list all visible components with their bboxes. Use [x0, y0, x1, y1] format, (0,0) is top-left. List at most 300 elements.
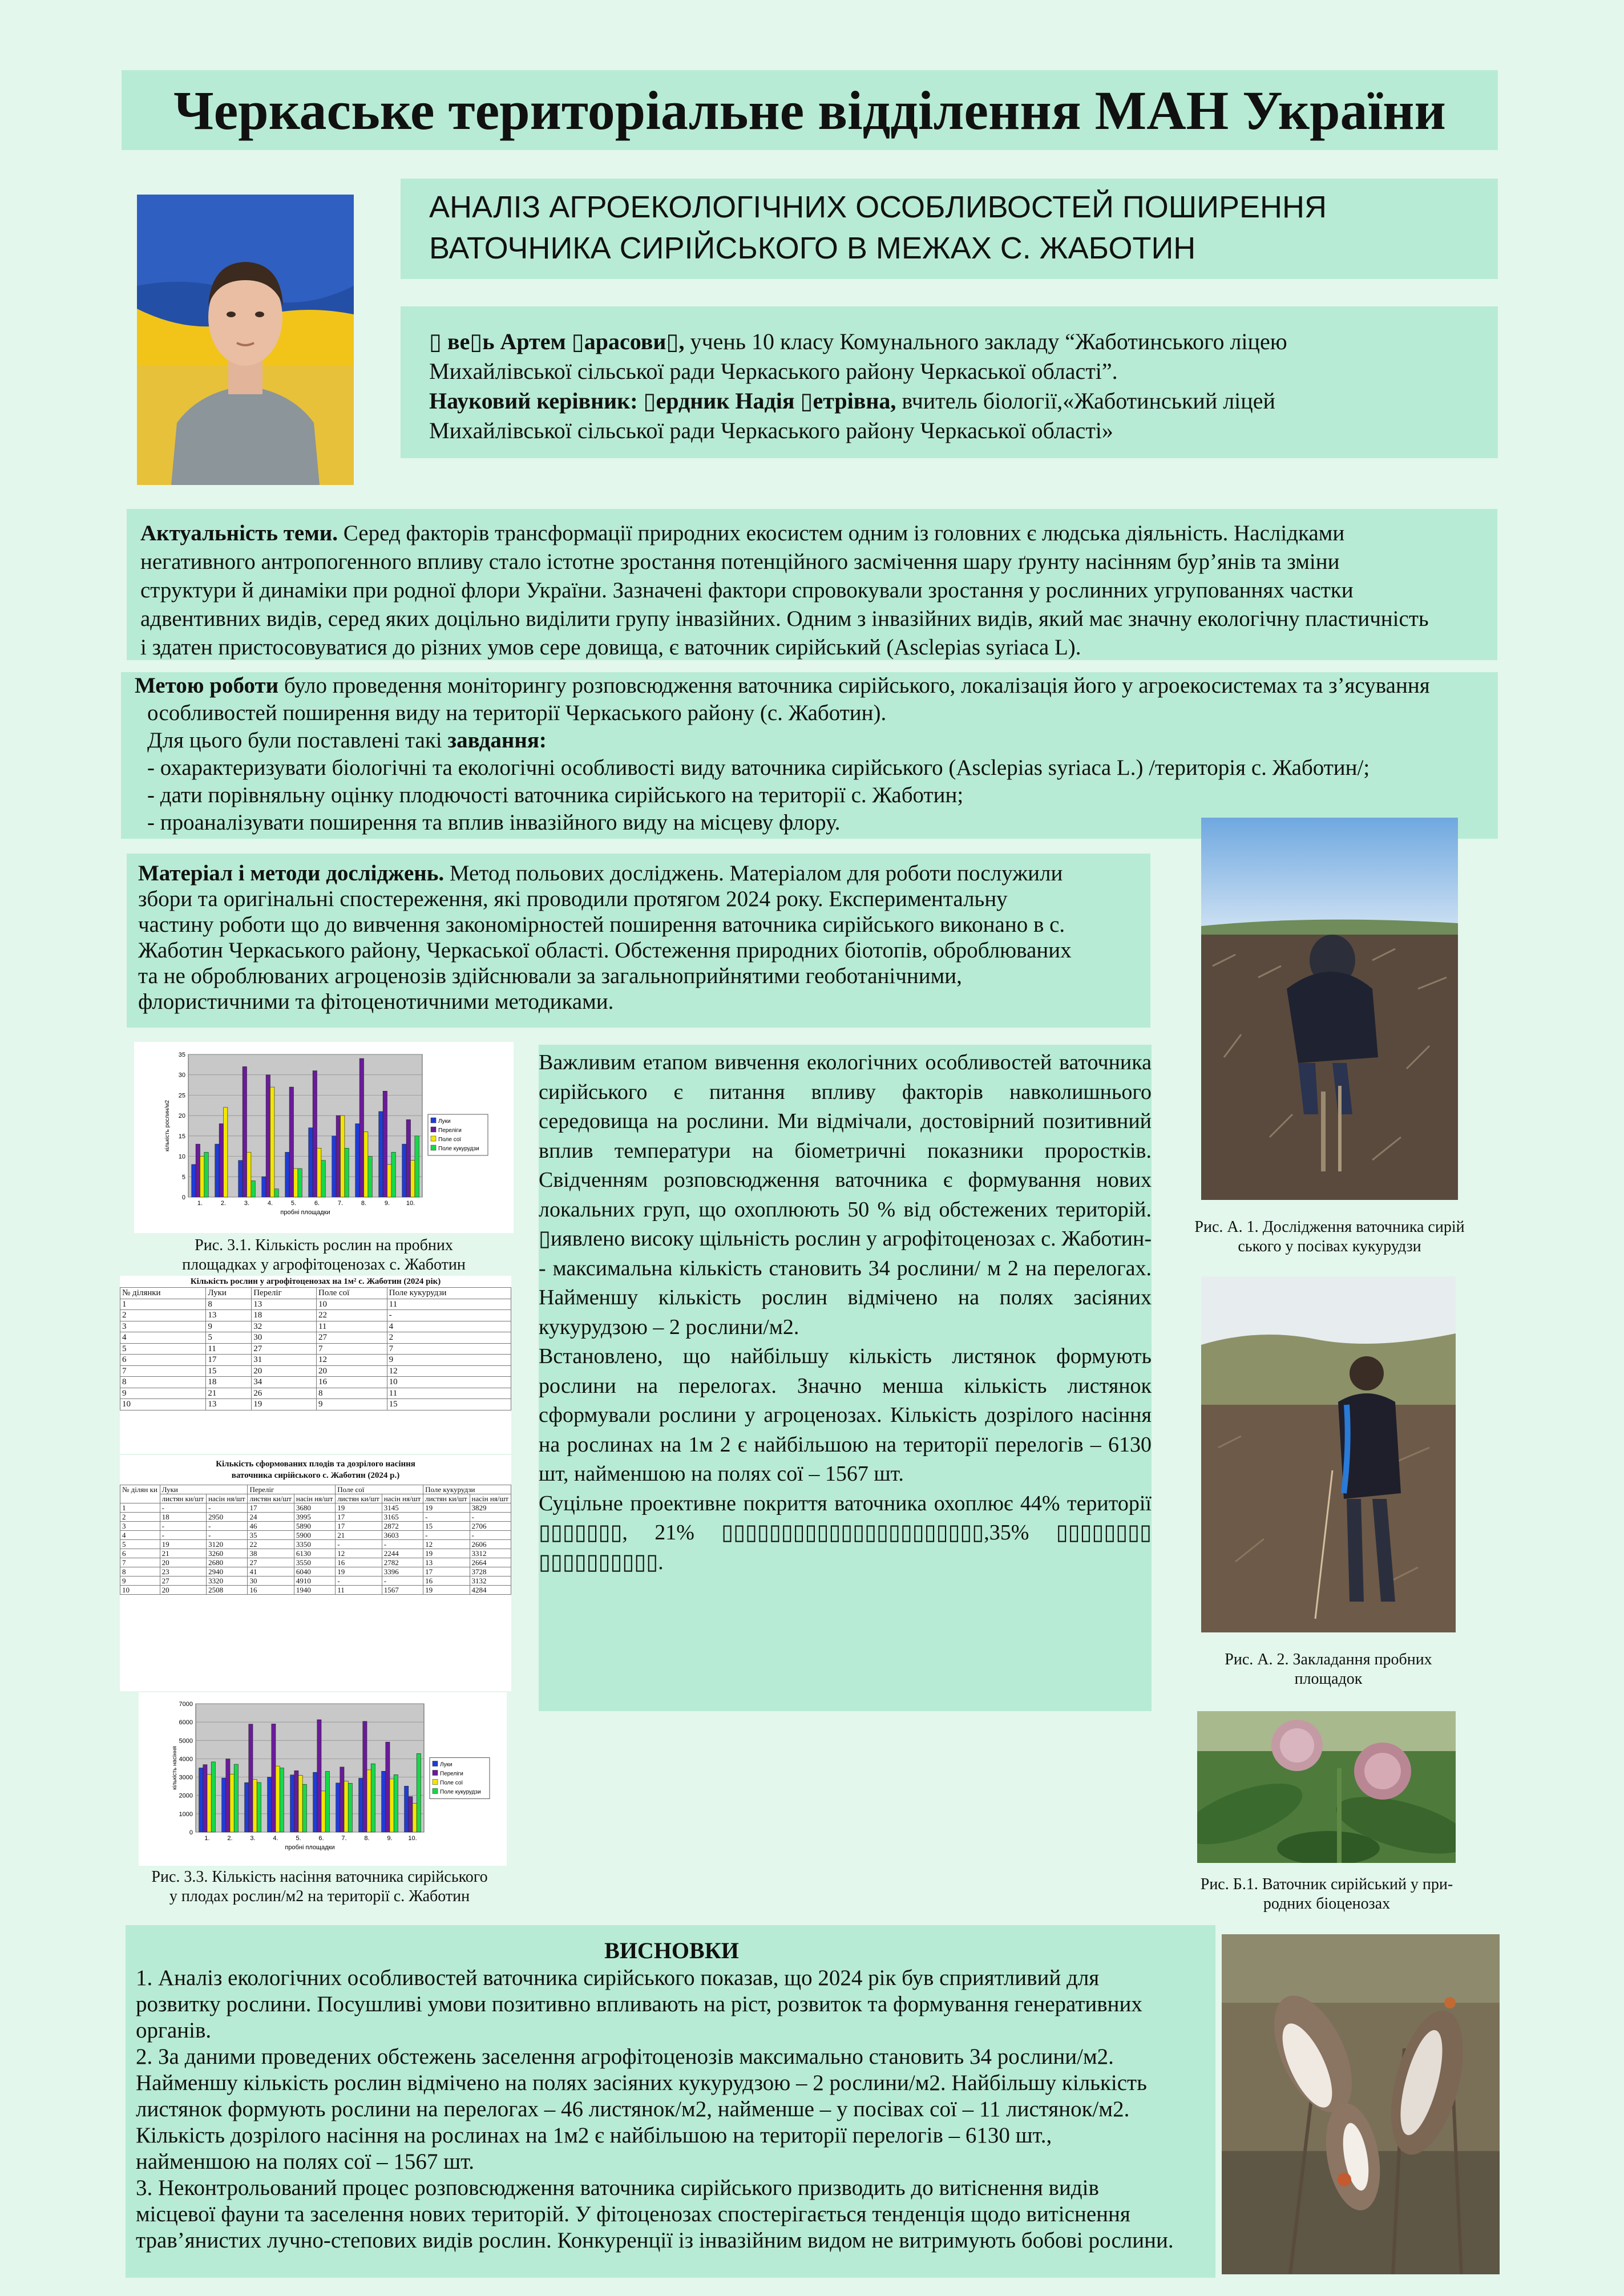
table-cell: 1 — [120, 1299, 206, 1310]
table-cell: 2606 — [470, 1540, 511, 1549]
table-row — [120, 1558, 511, 1567]
table-cell: 22 — [248, 1540, 294, 1549]
bar — [302, 1784, 306, 1832]
table-cell: - — [470, 1531, 511, 1540]
bar — [332, 1136, 336, 1197]
task-item: - проаналізувати поширення та вплив інвазійного виду на місцеву флору. — [147, 810, 841, 835]
legend-label: Поле сої — [440, 1780, 463, 1786]
x-tick-label: 10. — [408, 1835, 417, 1842]
bar — [317, 1148, 321, 1197]
table-cell: 9 — [316, 1399, 387, 1410]
table-cell: 5 — [120, 1343, 206, 1355]
table-subheader-cell: листян ки/шт — [160, 1494, 206, 1503]
table-cell: - — [387, 1310, 511, 1321]
bar — [417, 1753, 421, 1832]
legend-swatch — [431, 1127, 436, 1132]
caption-line: Рис. 3.3. Кількість насіння ваточника сирійського — [151, 1868, 488, 1886]
bar — [390, 1779, 394, 1832]
y-tick-label: 2000 — [179, 1792, 193, 1800]
table-subheader-cell: насін ня/шт — [294, 1494, 335, 1503]
relevance-line: структури й динаміки при родної флори України. Зазначені фактори спровокували зростання у рослинних угрупованнях частки — [140, 578, 1354, 603]
title-banner — [122, 70, 1498, 150]
table-row — [120, 1577, 511, 1586]
table-cell: 27 — [160, 1577, 206, 1586]
table-cell: 4 — [120, 1332, 206, 1344]
x-tick-label: 5. — [296, 1835, 301, 1842]
photo-field-corn — [1201, 818, 1458, 1200]
table-cell: 3 — [120, 1321, 206, 1332]
materials-line: Метод польових досліджень. Матеріалом для роботи послужили — [444, 861, 1063, 886]
bar — [199, 1768, 203, 1833]
table-cell: 19 — [423, 1549, 470, 1558]
table-cell: - — [336, 1577, 382, 1586]
table-cell: 16 — [316, 1377, 387, 1388]
table-cell: 3995 — [294, 1513, 335, 1522]
table1 — [120, 1287, 511, 1410]
y-axis-label: кількість насіння — [172, 1746, 178, 1790]
conclusion-line: Кількість дозрілого насіння на рослинах на 1м2 є найбільшою на території перелогів – 6130 шт., — [136, 2123, 1052, 2148]
y-tick-label: 10 — [178, 1153, 185, 1161]
bar — [289, 1087, 293, 1197]
conclusion-line: найменшою на полях сої – 1567 шт. — [136, 2149, 475, 2174]
legend-swatch — [433, 1761, 438, 1767]
bar — [382, 1771, 386, 1832]
legend-label: Луки — [440, 1761, 453, 1768]
table-cell: 35 — [248, 1531, 294, 1540]
bar — [219, 1123, 223, 1197]
table-cell: 27 — [316, 1332, 387, 1344]
x-tick-label: 2. — [227, 1835, 233, 1842]
bar — [268, 1777, 272, 1832]
y-tick-label: 1000 — [179, 1810, 193, 1818]
legend-swatch — [433, 1770, 438, 1776]
caption-line: Рис. А. 2. Закладання пробних — [1225, 1651, 1432, 1668]
table-cell: - — [160, 1531, 206, 1540]
table-subheader-cell: листян ки/шт — [248, 1494, 294, 1503]
y-tick-label: 5 — [181, 1174, 185, 1181]
conclusion-line: розвитку рослини. Посушливі умови позитивно впливають на ріст, розвиток та формування генеративних — [136, 1992, 1142, 2016]
table-header-cell: № ділян ки — [120, 1485, 160, 1503]
table-cell: 5 — [206, 1332, 252, 1344]
bar — [313, 1071, 317, 1197]
table-cell: 18 — [206, 1377, 252, 1388]
table-header-row — [120, 1485, 511, 1494]
table-subheader-cell: листян ки/шт — [336, 1494, 382, 1503]
table-cell: 22 — [316, 1310, 387, 1321]
table-subheader-row — [120, 1494, 511, 1503]
table-header-cell: № ділянки — [120, 1288, 206, 1299]
chart-svg — [134, 1042, 514, 1233]
table-cell: 1940 — [294, 1586, 335, 1595]
y-tick-label: 35 — [178, 1052, 185, 1058]
bar — [309, 1128, 313, 1197]
bar — [379, 1111, 383, 1197]
x-tick-label: 6. — [314, 1200, 320, 1207]
bar — [203, 1765, 207, 1832]
materials-line: частину роботи що до вивчення закономірностей поширення ваточника сирійського виконано в с. — [138, 912, 1065, 937]
table-cell: 4 — [120, 1531, 160, 1540]
table-cell: 23 — [160, 1567, 206, 1577]
bar — [386, 1742, 390, 1832]
bar — [272, 1724, 276, 1832]
x-tick-label: 9. — [387, 1835, 393, 1842]
bar — [207, 1774, 211, 1832]
legend-label: Поле кукурудзи — [440, 1789, 481, 1796]
table-cell: - — [336, 1540, 382, 1549]
table-cell: - — [160, 1503, 206, 1513]
conclusion-line: 3. Неконтрольований процес розповсюдження ваточника сирійського призводить до витіснення видів — [136, 2176, 1099, 2200]
relevance-line: адвентивних видів, серед яких доцільно виділити групу інвазійних. Одним з інвазійних видів, який має значну екологічну пластичність — [140, 607, 1429, 631]
materials-line: Жаботин Черкаського району, Черкаської області. Обстеження природних біотопів, оброблюваних — [138, 938, 1072, 963]
table-cell: 11 — [387, 1388, 511, 1399]
table-row — [120, 1355, 511, 1366]
bar — [321, 1791, 325, 1832]
table-cell: 24 — [248, 1513, 294, 1522]
x-tick-label: 7. — [337, 1200, 344, 1207]
table1-title: Кількість рослин у агрофітоценозах на 1м² с. Жаботин (2024 рік) — [190, 1277, 441, 1286]
bar — [257, 1782, 261, 1832]
table-cell: 18 — [252, 1310, 317, 1321]
table-cell: 3350 — [294, 1540, 335, 1549]
legend-label: Поле сої — [438, 1137, 462, 1143]
table-cell: 41 — [248, 1567, 294, 1577]
table-cell: 21 — [160, 1549, 206, 1558]
table-row — [120, 1310, 511, 1321]
table-subheader-cell: листян ки/шт — [423, 1494, 470, 1503]
legend-label: Переліги — [440, 1770, 463, 1777]
table-cell: 10 — [316, 1299, 387, 1310]
bar — [192, 1165, 196, 1197]
conclusions-heading: ВИСНОВКИ — [604, 1938, 739, 1963]
supervisor-label: Науковий керівник: ▯ердник Надія ▯етрівна, — [429, 388, 896, 414]
y-axis-label: кількість рослин/м2 — [164, 1100, 171, 1152]
table-cell: 21 — [336, 1531, 382, 1540]
legend-swatch — [431, 1136, 436, 1141]
table-cell: 16 — [336, 1558, 382, 1567]
bar — [211, 1762, 215, 1832]
conclusion-line: трав’янистих лучно-степових видів рослин. Конкуренції із інвазійним видом не витримують бобові рослини. — [136, 2228, 1174, 2253]
table-cell: 3680 — [294, 1503, 335, 1513]
bar — [336, 1115, 340, 1197]
table-cell: 7 — [387, 1343, 511, 1355]
bar — [245, 1782, 249, 1832]
task-item: - дати порівняльну оцінку плодючості ваточника сирійського на території с. Жаботин; — [147, 783, 964, 807]
table-row — [120, 1388, 511, 1399]
table-row — [120, 1299, 511, 1310]
table-cell: 6 — [120, 1549, 160, 1558]
x-axis-label: пробні площадки — [285, 1844, 335, 1851]
table-row — [120, 1540, 511, 1549]
supervisor-desc-1: вчитель біології,«Жаботинський ліцей — [896, 388, 1275, 414]
conclusion-line: 2. За даними проведених обстежень заселення агрофітоценозів максимально становить 34 рослини/м2. — [136, 2044, 1114, 2069]
bar — [359, 1778, 363, 1833]
x-tick-label: 3. — [250, 1835, 256, 1842]
table-cell: 8 — [120, 1567, 160, 1577]
y-tick-label: 4000 — [179, 1756, 193, 1763]
y-tick-label: 6000 — [179, 1719, 193, 1727]
table-cell: 1567 — [382, 1586, 423, 1595]
conclusion-line: 1. Аналіз екологічних особливостей ваточника сирійського показав, що 2024 рік був сприятливий для — [136, 1966, 1100, 1990]
table-cell: 10 — [120, 1399, 206, 1410]
y-tick-label: 0 — [189, 1829, 193, 1836]
legend-swatch — [431, 1118, 436, 1123]
table-cell: 19 — [336, 1503, 382, 1513]
bar — [336, 1783, 340, 1832]
table-header-row — [120, 1288, 511, 1299]
table-header-cell: Поле кукурудзи — [387, 1288, 511, 1299]
x-tick-label: 6. — [318, 1835, 324, 1842]
table-cell: 12 — [336, 1549, 382, 1558]
table-cell: 11 — [316, 1321, 387, 1332]
table-cell: 9 — [120, 1388, 206, 1399]
table-cell: 2 — [120, 1513, 160, 1522]
bar — [294, 1770, 298, 1832]
y-tick-label: 15 — [178, 1133, 185, 1140]
materials-section — [127, 854, 1150, 1028]
table-row — [120, 1399, 511, 1410]
table-cell: 4284 — [470, 1586, 511, 1595]
legend-swatch — [431, 1145, 436, 1150]
materials-line: флористичними та фітоценотичними методиками. — [138, 989, 614, 1014]
tasks-label: завдання: — [447, 728, 547, 753]
chart-svg — [139, 1692, 507, 1866]
bar — [409, 1797, 413, 1832]
table-header-cell: Поле сої — [336, 1485, 423, 1494]
table-cell: 9 — [206, 1321, 252, 1332]
caption-line: Рис. 3.1. Кількість рослин на пробних — [195, 1236, 453, 1254]
table-row — [120, 1567, 511, 1577]
table-cell: 3312 — [470, 1549, 511, 1558]
y-tick-label: 7000 — [179, 1701, 193, 1708]
bar — [253, 1780, 257, 1832]
table-cell: 17 — [336, 1522, 382, 1531]
legend-swatch — [433, 1780, 438, 1785]
bar — [348, 1783, 352, 1832]
x-tick-label: 5. — [290, 1200, 297, 1207]
bar — [290, 1775, 294, 1832]
x-tick-label: 7. — [341, 1835, 347, 1842]
legend-swatch — [433, 1789, 438, 1794]
caption-line: площадках у агрофітоценозах с. Жаботин — [182, 1256, 466, 1274]
bar — [230, 1774, 234, 1832]
x-tick-label: 8. — [364, 1835, 370, 1842]
table-cell: 11 — [387, 1299, 511, 1310]
table-subheader-cell: насін ня/шт — [207, 1494, 248, 1503]
conclusion-line: органів. — [136, 2018, 212, 2043]
table-cell: 5 — [120, 1540, 160, 1549]
bar — [226, 1759, 230, 1832]
supervisor-desc-2: Михайлівської сільської ради Черкаського району Черкаської області» — [429, 418, 1113, 443]
bar — [247, 1152, 251, 1197]
table-cell: 2508 — [207, 1586, 248, 1595]
table-cell: 3260 — [207, 1549, 248, 1558]
bar — [298, 1169, 302, 1197]
findings-paragraph: Суцільне проективне покриття ваточника охоплює 44% території ▯▯▯▯▯▯▯, 21% ▯▯▯▯▯▯▯▯▯▯▯▯▯▯▯▯▯▯▯▯▯▯,35% ▯▯▯▯▯▯▯▯ ▯▯▯▯▯▯▯▯▯▯. — [539, 1491, 1152, 1574]
table-cell: 3132 — [470, 1577, 511, 1586]
table-cell: - — [207, 1531, 248, 1540]
conclusion-line: листянок формують рослини на перелогах – 46 листянок/м2, найменше – у посівах сої – 11 листянок/м2. — [136, 2097, 1130, 2121]
table-cell: 2680 — [207, 1558, 248, 1567]
table-cell: 6130 — [294, 1549, 335, 1558]
bar — [270, 1087, 274, 1197]
bar — [317, 1720, 321, 1832]
goal-line: було проведення моніторингу розповсюдження ваточника сирійського, локалізація його у агроекосистемах та з’ясування — [278, 673, 1430, 698]
table-subheader-cell: насін ня/шт — [470, 1494, 511, 1503]
materials-line: збори та оригінальні спостереження, які проводили протягом 2024 року. Експериментальну — [138, 887, 1008, 911]
table-cell: 17 — [336, 1513, 382, 1522]
table-cell: 16 — [248, 1586, 294, 1595]
table-cell: 8 — [120, 1377, 206, 1388]
table-cell: 9 — [387, 1355, 511, 1366]
table-cell: 20 — [160, 1558, 206, 1567]
bar — [368, 1157, 372, 1197]
y-tick-label: 25 — [178, 1092, 185, 1100]
table-cell: 8 — [206, 1299, 252, 1310]
bar — [325, 1772, 329, 1832]
y-tick-label: 5000 — [179, 1737, 193, 1745]
relevance-line: негативного антропогенного впливу стало істотне зростання потенційного засмічення шару ґрунту насінням бур’янів та зміни — [140, 549, 1340, 574]
table-header-cell: Луки — [160, 1485, 248, 1494]
caption-line: Рис. А. 1. Дослідження ваточника сирій — [1194, 1218, 1465, 1236]
goal-line: Для цього були поставлені такі — [147, 728, 448, 753]
bar — [298, 1775, 302, 1832]
caption-line: ського у посівах кукурудзи — [1238, 1238, 1421, 1255]
conclusion-line: місцевої фауни та заселення нових територій. У фітоценозах спостерігається тенденція щодо витіснення — [136, 2202, 1130, 2226]
table-header-cell: Поле кукурудзи — [423, 1485, 511, 1494]
bar — [313, 1772, 317, 1832]
photoA1-caption — [1190, 1218, 1469, 1256]
table-cell: 12 — [423, 1540, 470, 1549]
table-cell: 2782 — [382, 1558, 423, 1567]
bar — [383, 1091, 387, 1197]
table-row — [120, 1377, 511, 1388]
table-cell: 3320 — [207, 1577, 248, 1586]
bar — [371, 1764, 375, 1832]
table-cell: 13 — [206, 1399, 252, 1410]
bar — [294, 1169, 298, 1197]
table-cell: 10 — [387, 1377, 511, 1388]
table-cell: 3145 — [382, 1503, 423, 1513]
relevance-label: Актуальність теми. — [140, 521, 338, 545]
table-row — [120, 1332, 511, 1344]
bar — [249, 1724, 253, 1832]
table-cell: 2940 — [207, 1567, 248, 1577]
table-cell: 34 — [252, 1377, 317, 1388]
table-cell: 19 — [423, 1586, 470, 1595]
bar — [276, 1766, 280, 1832]
findings-text-panel — [539, 1045, 1152, 1711]
table-cell: - — [160, 1522, 206, 1531]
bar — [224, 1107, 228, 1197]
materials-line: та не оброблюваних агроценозів здійснювали за загальноприйнятими геоботанічними, — [138, 964, 962, 988]
relevance-line: і здатен пристосовуватися до різних умов сере довища, є ваточник сирійський (Asclepias syriaca L). — [140, 635, 1081, 660]
table-row — [120, 1365, 511, 1377]
table-cell: 46 — [248, 1522, 294, 1531]
bar — [251, 1181, 255, 1197]
table-header-cell: Переліг — [248, 1485, 336, 1494]
topic-line-1: АНАЛІЗ АГРОЕКОЛОГІЧНИХ ОСОБЛИВОСТЕЙ ПОШИРЕННЯ — [429, 190, 1327, 224]
bar — [359, 1058, 363, 1197]
table-cell: 2 — [120, 1310, 206, 1321]
author-desc-2: Михайлівської сільської ради Черкаського району Черкаської області”. — [429, 358, 1118, 384]
table-cell: 17 — [423, 1567, 470, 1577]
table-cell: 3550 — [294, 1558, 335, 1567]
task-item: - охарактеризувати біологічні та екологічні особливості виду ваточника сирійського (Asclepias syriaca L.) /територія с. Жаботин/; — [147, 755, 1370, 780]
table-cell: 15 — [423, 1522, 470, 1531]
table-cell: 11 — [336, 1586, 382, 1595]
relevance-section — [127, 509, 1497, 660]
bar — [340, 1767, 344, 1832]
seeds-per-plot-chart — [139, 1692, 507, 1866]
bar — [239, 1161, 243, 1197]
bar — [274, 1189, 278, 1197]
table-cell: 20 — [160, 1586, 206, 1595]
table2-title: ваточника сирійського с. Жаботин (2024 р.) — [231, 1471, 400, 1480]
photoB1-caption — [1193, 1875, 1461, 1914]
table-cell: 19 — [252, 1399, 317, 1410]
table-cell: 2244 — [382, 1549, 423, 1558]
bar — [280, 1768, 284, 1833]
table-cell: 9 — [120, 1577, 160, 1586]
caption-line: площадок — [1294, 1670, 1363, 1688]
table-row — [120, 1321, 511, 1332]
bar — [415, 1136, 419, 1197]
table-cell: 3 — [120, 1522, 160, 1531]
page-title: Черкаське територіальне відділення МАН України — [173, 79, 1446, 141]
bar — [341, 1115, 345, 1197]
bar — [345, 1148, 349, 1197]
findings-paragraph: Важливим етапом вивчення екологічних особливостей ваточника сирійського є питання впливу факторів навколишнього середовища на рослини. Ми відмічали, достовірний позитивний вплив температури на біометричні показники проростків. Свідченням розповсюдження ваточника є формування нових локальних груп, що охоплюють 50 % від обстежених територій. ▯иявлено високу щільність рослин у агрофітоценозах с. Жаботин-- максимальна кількість становить 34 рослини/ м 2 на перелогах. Найменшу кількість рослин відмічено на полях засіяних кукурудзою – 2 рослини/м2. — [539, 1050, 1152, 1339]
bar — [285, 1152, 289, 1197]
table-cell: 1 — [120, 1503, 160, 1513]
legend-label: Луки — [438, 1118, 451, 1125]
y-tick-label: 0 — [181, 1194, 185, 1201]
table-cell: 19 — [336, 1567, 382, 1577]
author-portrait — [137, 195, 354, 485]
x-axis-label: пробні площадки — [280, 1209, 330, 1216]
bar — [196, 1144, 200, 1197]
legend-label: Переліги — [438, 1127, 462, 1134]
bar — [204, 1152, 208, 1197]
table-header-cell: Луки — [206, 1288, 252, 1299]
caption-line: родних біоценозах — [1263, 1895, 1391, 1913]
table-cell: 3165 — [382, 1513, 423, 1522]
table-cell: 19 — [423, 1503, 470, 1513]
chart1-caption — [134, 1236, 514, 1275]
table-cell: 6 — [120, 1355, 206, 1366]
table-cell: - — [470, 1513, 511, 1522]
table-header-cell: Переліг — [252, 1288, 317, 1299]
conclusions-section — [126, 1925, 1215, 2278]
table2 — [120, 1485, 511, 1595]
y-tick-label: 30 — [178, 1072, 185, 1079]
table-cell: 20 — [252, 1365, 317, 1377]
photoA2-caption — [1201, 1650, 1456, 1689]
table-cell: 10 — [120, 1586, 160, 1595]
topic-panel — [401, 179, 1498, 279]
goal-section — [121, 672, 1498, 839]
table-cell: 30 — [248, 1577, 294, 1586]
table-cell: 4 — [387, 1321, 511, 1332]
table-cell: 3728 — [470, 1567, 511, 1577]
table-cell: 6040 — [294, 1567, 335, 1577]
table-cell: 3120 — [207, 1540, 248, 1549]
x-tick-label: 8. — [361, 1200, 367, 1207]
bar — [266, 1075, 270, 1197]
bar — [262, 1177, 266, 1197]
findings-paragraph: Встановлено, що найбільшу кількість листянок формують рослини на перелогах. Значно менша кількість листянок сформували рослини у агроценозах. Кількість дозрілого насіння на рослинах на 1м 2 є найбільшою на території перелогів – 6130 шт, найменшою на полях сої – 1567 шт. — [539, 1344, 1152, 1486]
table-cell: 19 — [160, 1540, 206, 1549]
